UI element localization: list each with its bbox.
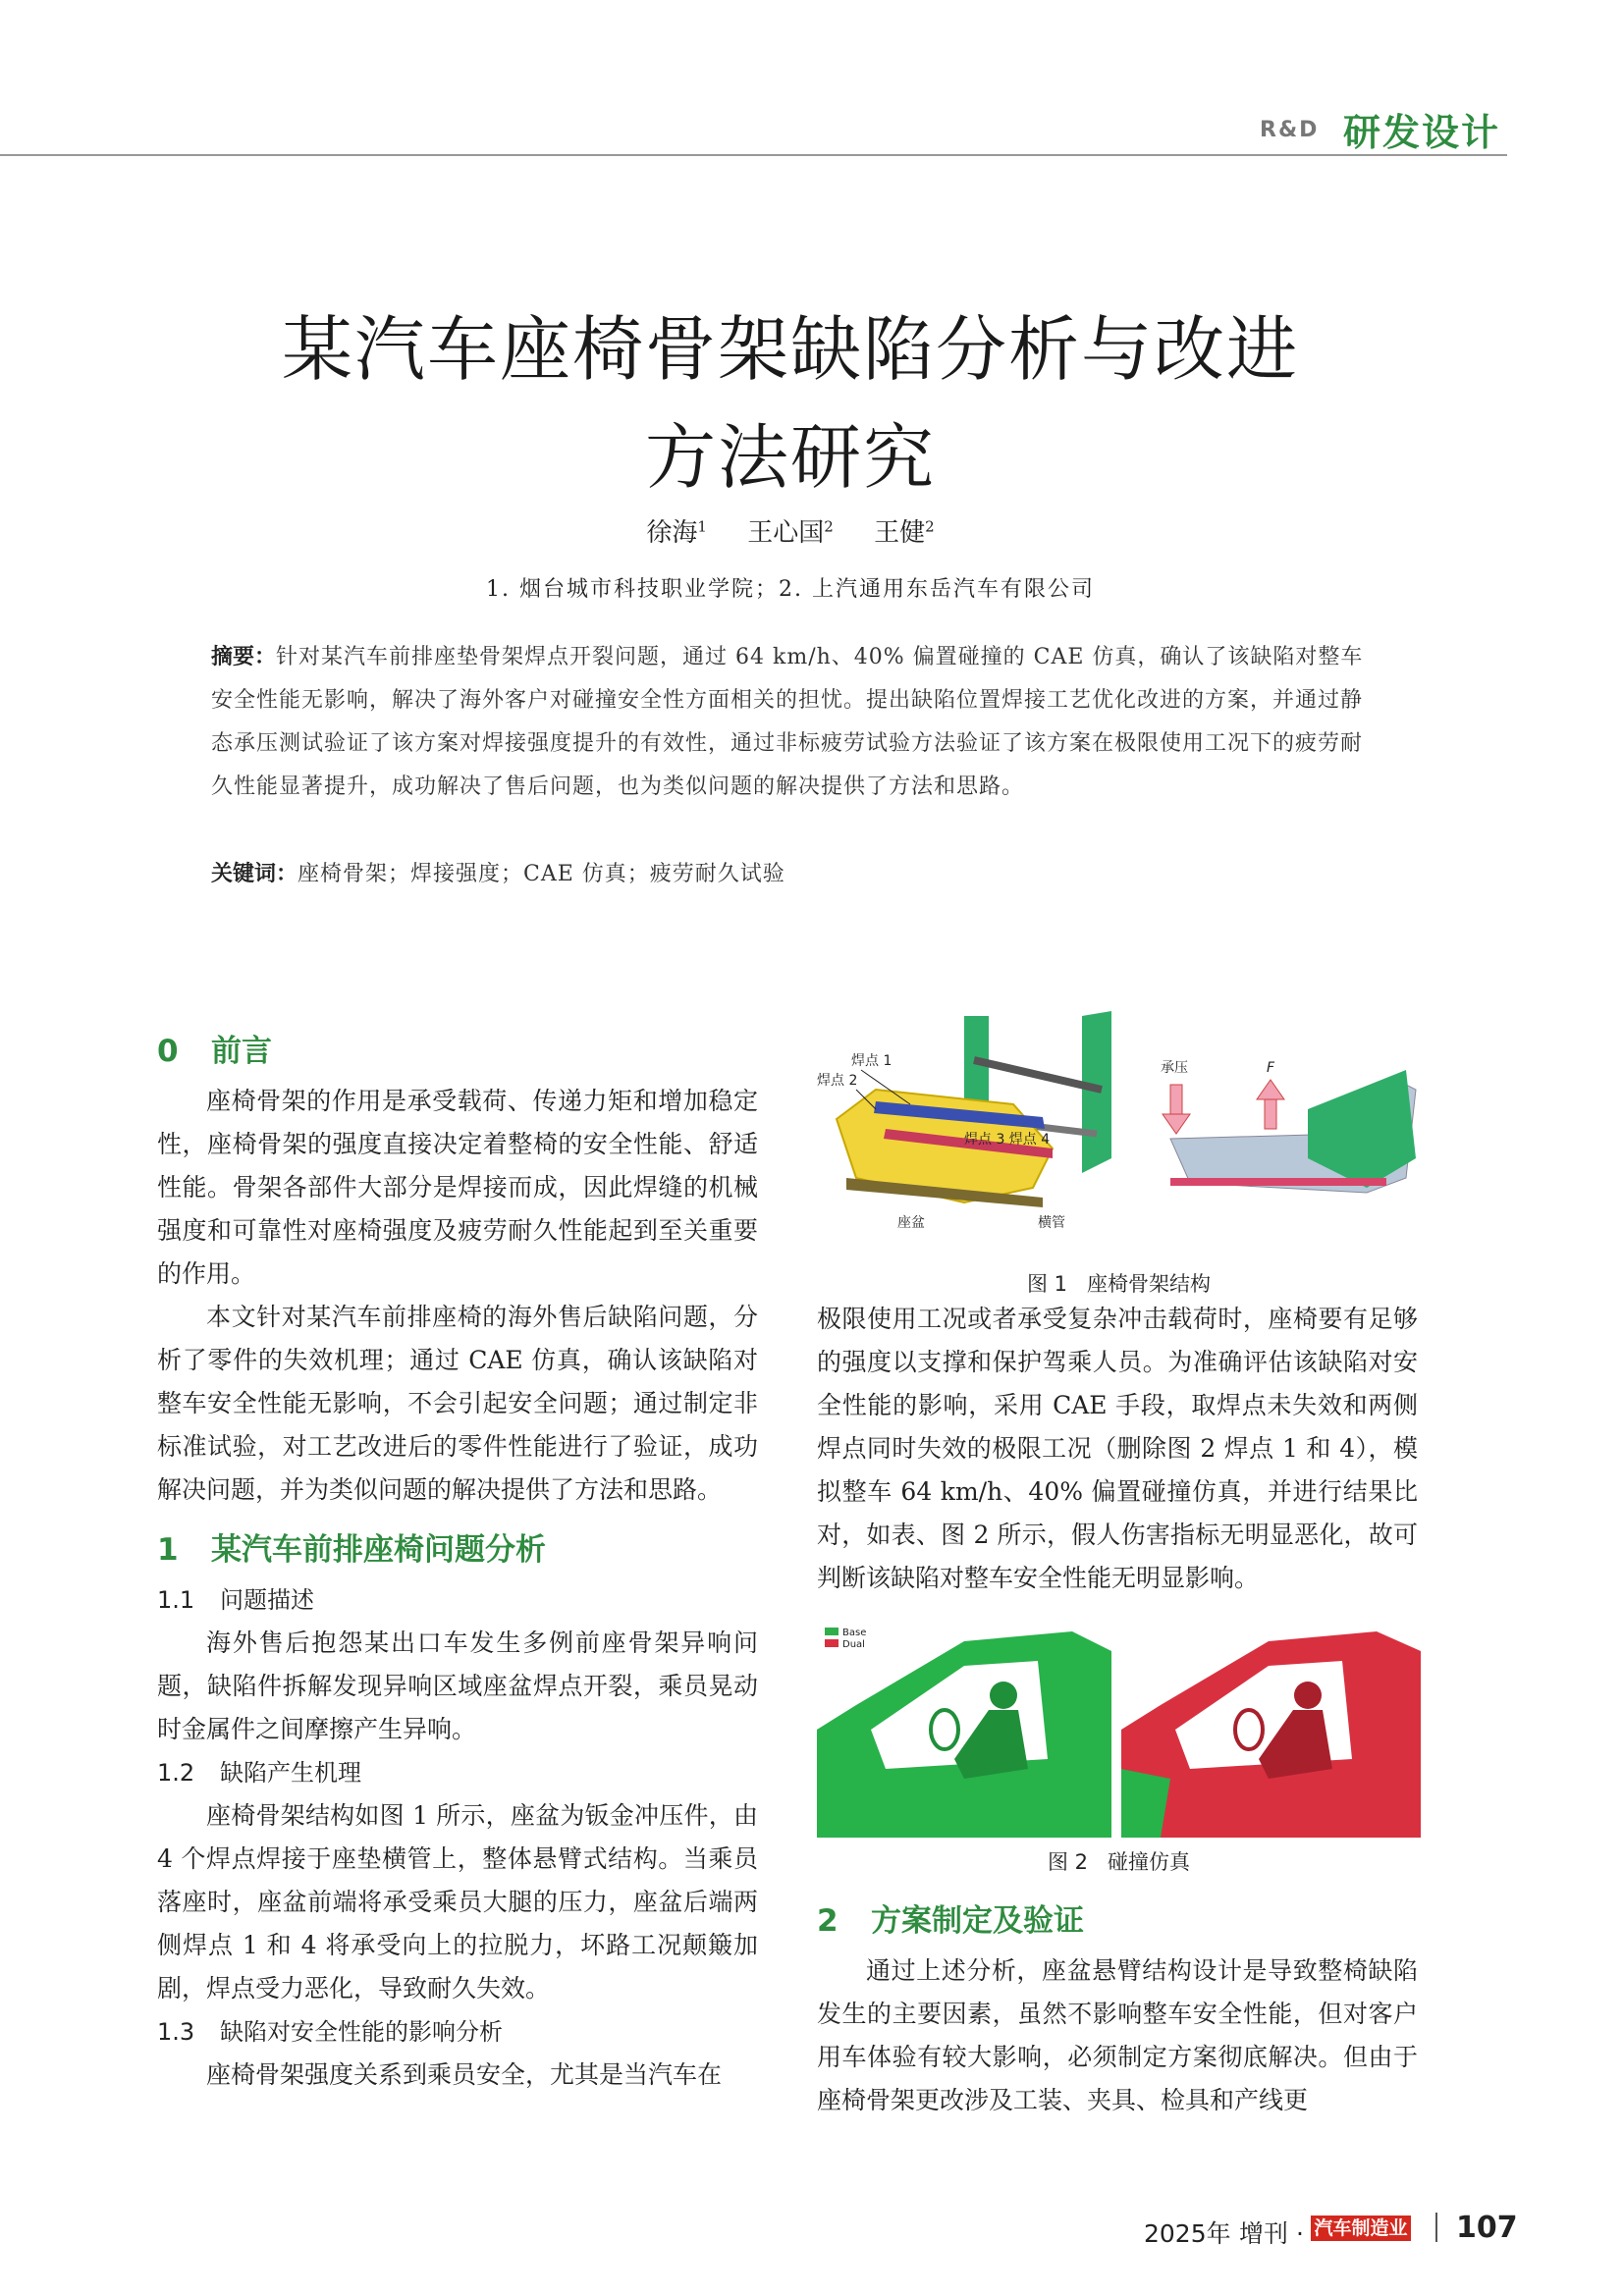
section-number: 0 bbox=[157, 1034, 179, 1069]
label-seat-pan: 座盆 bbox=[897, 1215, 925, 1231]
label-weld-1: 焊点 1 bbox=[851, 1053, 893, 1069]
label-load: 承压 bbox=[1161, 1060, 1188, 1076]
journal-badge: 汽车制造业 bbox=[1311, 2216, 1411, 2241]
abstract-text: 针对某汽车前排座垫骨架焊点开裂问题，通过 64 km/h、40% 偏置碰撞的 CAE 仿真，确认了该缺陷对整车安全性能无影响，解决了海外客户对碰撞安全性方面相关的担忧。提出缺陷位置焊接工艺优化改进的方案，并通过静态承压测试验证了该方案对焊接强度提升的有效性，通过非标疲劳试验方法验证了该方案在极限使用工况下的疲劳耐久性能显著提升，成功解决了售后问题，也为类似问题的解决提供了方法和思路。 bbox=[211, 645, 1364, 799]
load-arrow-head bbox=[1163, 1114, 1190, 1134]
legend-base: Base bbox=[842, 1628, 867, 1638]
caption-number: 图 1 bbox=[1026, 1272, 1067, 1296]
authors bbox=[393, 512, 1188, 549]
figure-2-caption bbox=[817, 1846, 1421, 1876]
dummy-head bbox=[1294, 1682, 1322, 1709]
paragraph: 本文针对某汽车前排座椅的海外售后缺陷问题，分析了零件的失效机理；通过 CAE 仿真，确认该缺陷对整车安全性能无影响，不会引起安全问题；通过制定非标准试验，对工艺改进后的零件性能进行了验证，成功解决问题，并为类似问题的解决提供了方法和思路。 bbox=[157, 1303, 758, 1504]
section-0-heading bbox=[157, 1027, 758, 1076]
subsection-title: 问题描述 bbox=[220, 1586, 314, 1614]
force-arrow bbox=[1265, 1099, 1276, 1129]
author: 王健 bbox=[874, 518, 926, 548]
caption-number: 图 2 bbox=[1047, 1850, 1088, 1874]
force-arrow-head bbox=[1257, 1080, 1284, 1099]
crash-simulation-illustration bbox=[817, 1622, 1421, 1838]
left-column bbox=[157, 1021, 758, 2097]
footer-divider bbox=[1435, 2213, 1437, 2242]
title-line-2: 方法研究 bbox=[644, 416, 936, 499]
keywords-text: 座椅骨架；焊接强度；CAE 仿真；疲劳耐久试验 bbox=[298, 862, 785, 886]
section-number: 1 bbox=[157, 1532, 179, 1568]
author-sup: 1 bbox=[697, 517, 707, 536]
page-number: 107 bbox=[1456, 2211, 1518, 2245]
header-en: R&D bbox=[1260, 118, 1320, 142]
subsection-heading bbox=[157, 1751, 758, 1794]
figure-2 bbox=[817, 1622, 1421, 1838]
caption-text: 座椅骨架结构 bbox=[1087, 1272, 1212, 1296]
label-weld-2: 焊点 2 bbox=[817, 1073, 858, 1089]
subsection-number: 1.2 bbox=[157, 1759, 195, 1787]
right-column-text bbox=[817, 1298, 1418, 1600]
label-cross-tube: 横管 bbox=[1038, 1215, 1065, 1231]
load-arrow bbox=[1170, 1085, 1182, 1114]
footer-year: 2025年 bbox=[1144, 2219, 1231, 2248]
right-column-section-2 bbox=[817, 1896, 1418, 2122]
subsection-heading bbox=[157, 2010, 758, 2054]
rail-bar bbox=[1170, 1178, 1386, 1186]
label-force: F bbox=[1267, 1060, 1275, 1076]
caption-text: 碰撞仿真 bbox=[1108, 1850, 1191, 1874]
section-title: 前言 bbox=[211, 1034, 272, 1069]
paragraph: 极限使用工况或者承受复杂冲击载荷时，座椅要有足够的强度以支撑和保护驾乘人员。为准确评估该缺陷对安全性能的影响，采用 CAE 手段，取焊点未失效和两侧焊点同时失效的极限工况（删除图 2 焊点 1 和 4），模拟整车 64 km/h、40% 偏置碰撞仿真，并进行结果比对，如表、图 2 所示，假人伤害指标无明显恶化，故可判断该缺陷对整车安全性能无明显影响。 bbox=[817, 1305, 1418, 1592]
section-2-heading bbox=[817, 1896, 1418, 1946]
keywords bbox=[211, 857, 1370, 887]
label-weld-3-4: 焊点 3 焊点 4 bbox=[964, 1132, 1051, 1148]
figure-1-caption bbox=[817, 1268, 1421, 1298]
subsection-number: 1.1 bbox=[157, 1586, 195, 1614]
section-title: 某汽车前排座椅问题分析 bbox=[211, 1532, 546, 1568]
affiliations: 1. 烟台城市科技职业学院；2. 上汽通用东岳汽车有限公司 bbox=[486, 577, 1095, 602]
paragraph: 座椅骨架强度关系到乘员安全，尤其是当汽车在 bbox=[206, 2060, 723, 2089]
dummy-head bbox=[990, 1682, 1017, 1709]
author-sup: 2 bbox=[824, 517, 834, 536]
seat-frame-illustration bbox=[817, 1011, 1421, 1256]
paragraph: 座椅骨架的作用是承受载荷、传递力矩和增加稳定性，座椅骨架的强度直接决定着整椅的安全性能、舒适性能。骨架各部件大部分是焊接而成，因此焊缝的机械强度和可靠性对座椅强度及疲劳耐久性能起到至关重要的作用。 bbox=[157, 1087, 758, 1288]
subsection-title: 缺陷对安全性能的影响分析 bbox=[220, 2018, 503, 2046]
paragraph: 海外售后抱怨某出口车发生多例前座骨架异响问题，缺陷件拆解发现异响区域座盆焊点开裂，乘员晃动时金属件之间摩擦产生异响。 bbox=[157, 1629, 758, 1743]
header-rule bbox=[0, 154, 1507, 156]
abstract-label: 摘要： bbox=[211, 645, 277, 669]
abstract bbox=[211, 636, 1370, 809]
author-sup: 2 bbox=[925, 517, 935, 536]
section-number: 2 bbox=[817, 1903, 839, 1939]
legend-dual: Dual bbox=[842, 1639, 865, 1650]
paragraph: 座椅骨架结构如图 1 所示，座盆为钣金冲压件，由 4 个焊点焊接于座垫横管上，整体悬臂式结构。当乘员落座时，座盆前端将承受乘员大腿的压力，座盆后端两侧焊点 1 和 4 将承受向上的拉脱力，坏路工况颠簸加剧，焊点受力恶化，导致耐久失效。 bbox=[157, 1801, 758, 2002]
keywords-label: 关键词： bbox=[211, 862, 298, 886]
section-1-heading bbox=[157, 1525, 758, 1575]
header-section: 研发设计 bbox=[1343, 111, 1501, 154]
subsection-heading bbox=[157, 1578, 758, 1622]
legend-swatch-dual bbox=[825, 1639, 839, 1647]
paragraph: 通过上述分析，座盆悬臂结构设计是导致整椅缺陷发生的主要因素，虽然不影响整车安全性能，但对客户用车体验有较大影响，必须制定方案彻底解决。但由于座椅骨架更改涉及工装、夹具、检具和产线更 bbox=[817, 1956, 1418, 2114]
author: 徐海 bbox=[646, 518, 698, 548]
section-title: 方案制定及验证 bbox=[871, 1903, 1084, 1939]
subsection-title: 缺陷产生机理 bbox=[220, 1759, 361, 1787]
subsection-number: 1.3 bbox=[157, 2018, 195, 2046]
title-line-1: 某汽车座椅骨架缺陷分析与改进 bbox=[281, 308, 1299, 391]
figure-1 bbox=[817, 1011, 1421, 1256]
author: 王心国 bbox=[747, 518, 825, 548]
legend-swatch-base bbox=[825, 1628, 839, 1635]
footer-issue: 增刊 · bbox=[1239, 2219, 1304, 2248]
